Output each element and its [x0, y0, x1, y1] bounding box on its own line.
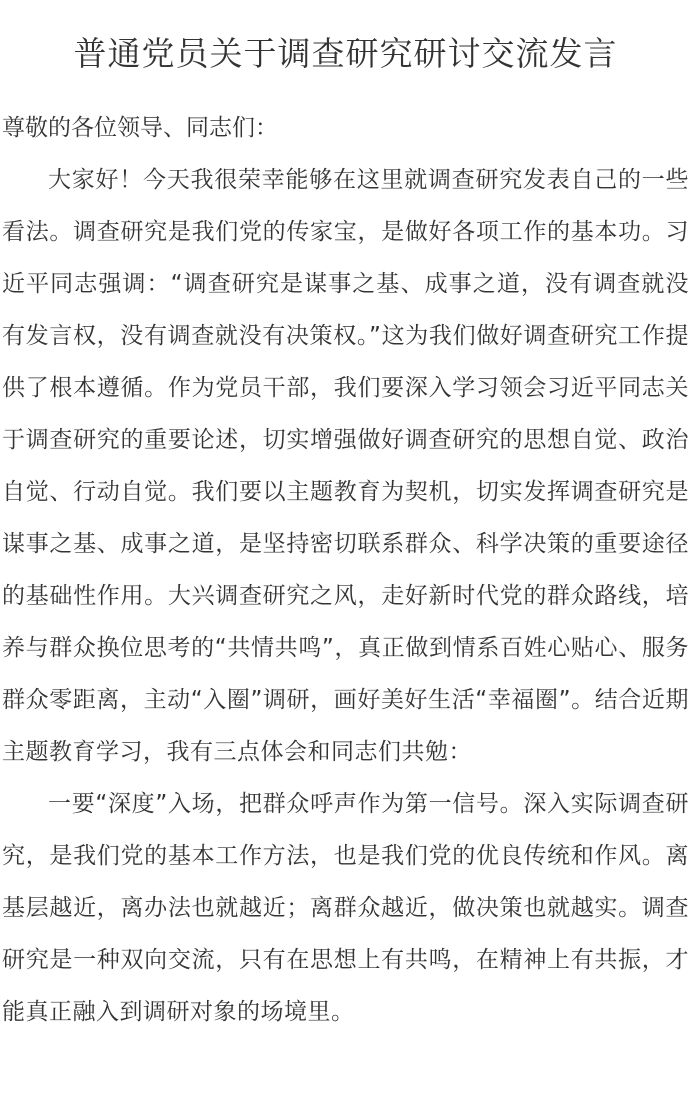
salutation: 尊敬的各位领导、同志们：	[2, 115, 278, 141]
document-title: 普通党员关于调查研究研讨交流发言	[73, 34, 618, 73]
paragraph-1: 大家好！今天我很荣幸能够在这里就调查研究发表自己的一些看法。调查研究是我们党的传家宝，是做好各项工作的基本功。习近平同志强调：“调查研究是谋事之基、成事之道，没有调查就没有发言权，没有调查就没有决策权。”这为我们做好调查研究工作提供了根本遵循。作为党员干部，我们要深入学习领会习近平同志关于调查研究的重要论述，切实增强做好调查研究的思想自觉、政治自觉、行动自觉。我们要以主题教育为契机，切实发挥调查研究是谋事之基、成事之道，是坚持密切联系群众、科学决策的重要途径的基础性作用。大兴调查研究之风，走好新时代党的群众路线，培养与群众换位思考的“共情共鸣”，真正做到情系百姓心贴心、服务群众零距离，主动“入圈”调研，画好美好生活“幸福圈”。结合近期主题教育学习，我有三点体会和同志们共勉：	[2, 167, 689, 765]
paragraph-2: 一要“深度”入场，把群众呼声作为第一信号。深入实际调查研究，是我们党的基本工作方法，也是我们党的优良传统和作风。离基层越近，离办法也就越近；离群众越近，做决策也就越实。调查研究是一种双向交流，只有在思想上有共鸣，在精神上有共振，才能真正融入到调研对象的场境里。	[2, 791, 689, 1025]
